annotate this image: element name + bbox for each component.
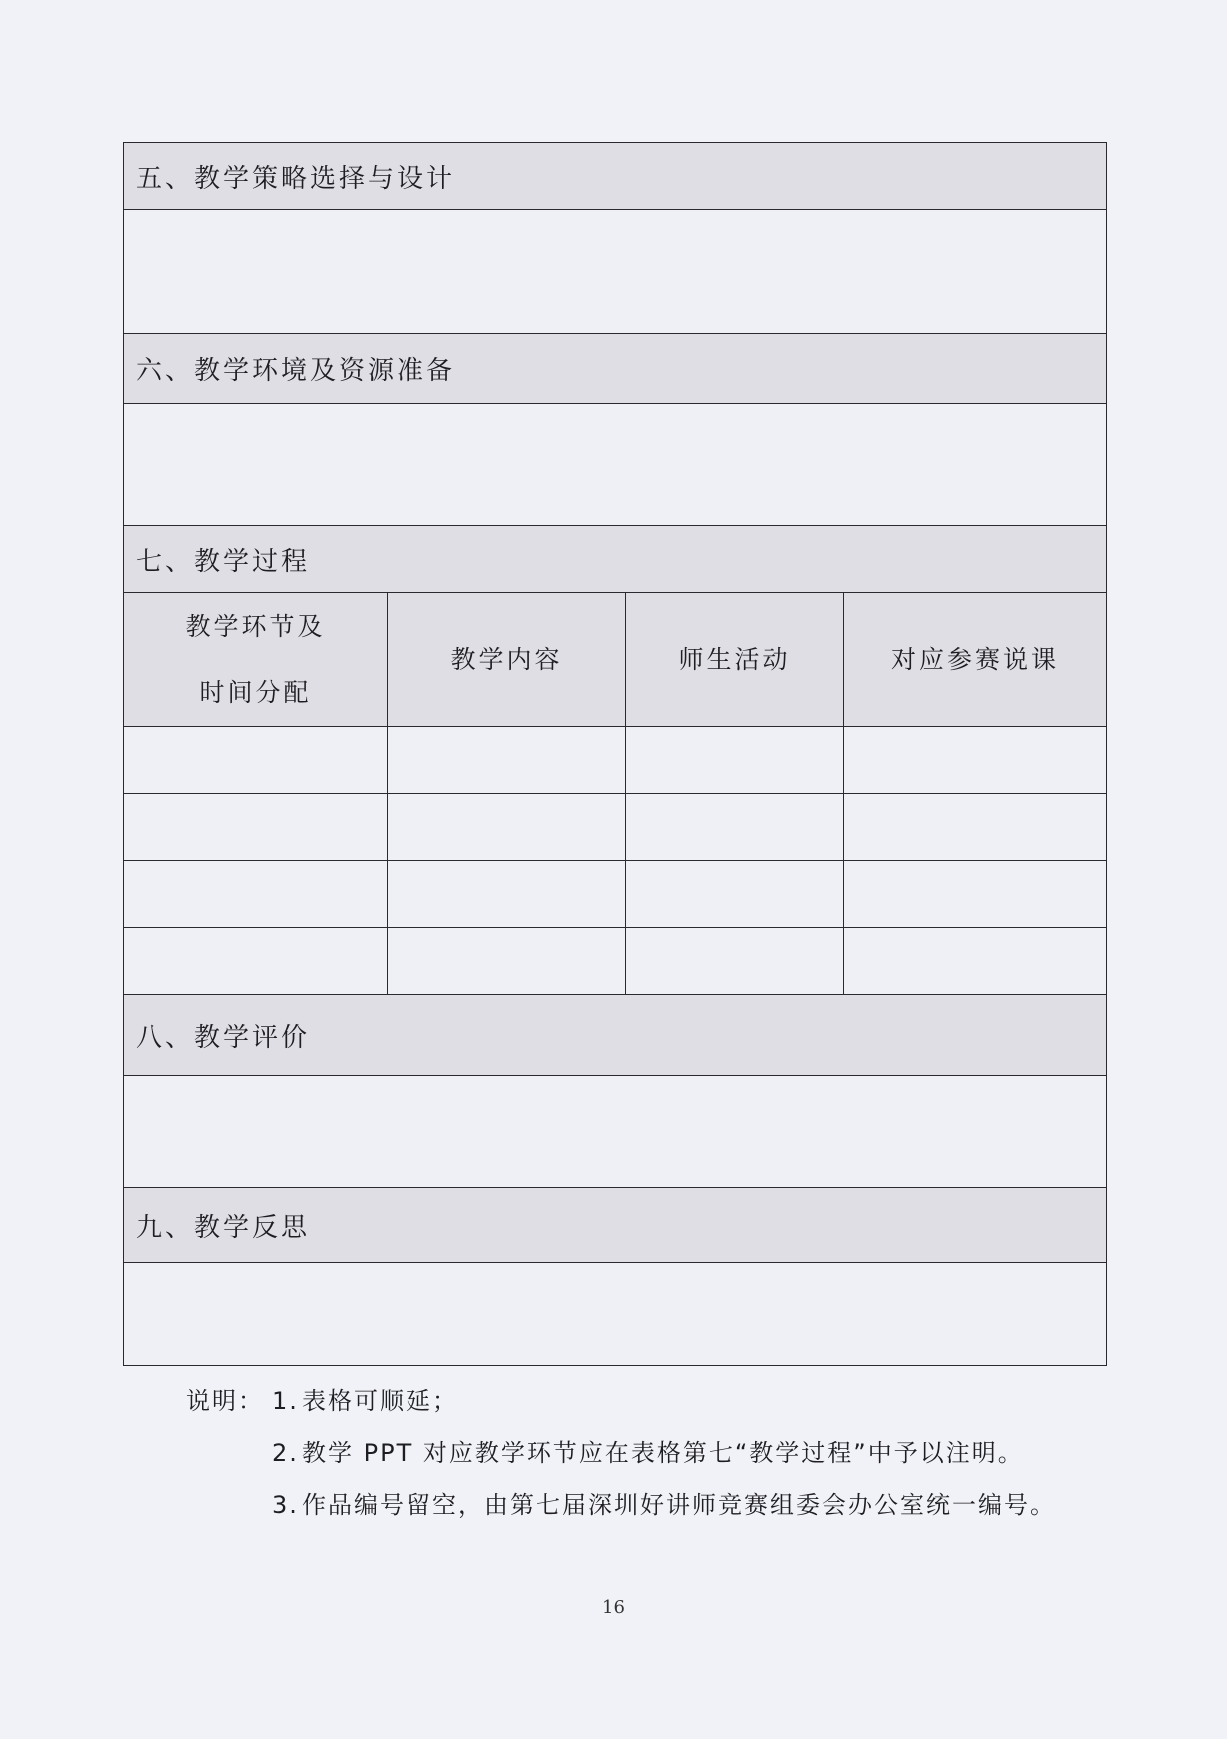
- table-cell[interactable]: [626, 928, 844, 995]
- table-cell[interactable]: [844, 928, 1107, 995]
- evaluation-blank-field[interactable]: [124, 1076, 1107, 1188]
- table-cell[interactable]: [124, 928, 388, 995]
- table-cell[interactable]: [844, 794, 1107, 861]
- table-cell[interactable]: [844, 861, 1107, 928]
- table-cell[interactable]: [124, 727, 388, 794]
- page-number: 16: [602, 1597, 625, 1618]
- table-cell[interactable]: [844, 727, 1107, 794]
- table-cell[interactable]: [124, 861, 388, 928]
- environment-blank-field[interactable]: [124, 404, 1107, 526]
- notes-label: 说明：: [186, 1387, 264, 1415]
- note-item: [186, 1380, 1066, 1422]
- table-cell[interactable]: [388, 727, 626, 794]
- col-header-content: 教学内容: [388, 593, 626, 727]
- note-text: 教学 PPT 对应教学环节应在表格第七“教学过程”中予以注明。: [302, 1439, 1024, 1467]
- table-row: [124, 928, 1107, 995]
- table-cell[interactable]: [626, 861, 844, 928]
- section-header-environment: 六、教学环境及资源准备: [124, 334, 1107, 404]
- note-text: 表格可顺延；: [302, 1387, 458, 1415]
- col-header-stage-line2: 时间分配: [199, 677, 312, 707]
- note-number: 1.: [272, 1387, 299, 1415]
- notes-block: [186, 1380, 1066, 1526]
- col-header-activity: 师生活动: [626, 593, 844, 727]
- section-header-process: 七、教学过程: [124, 526, 1107, 593]
- table-row: [124, 794, 1107, 861]
- note-item: [272, 1432, 1066, 1474]
- table-cell[interactable]: [626, 727, 844, 794]
- table-row: [124, 727, 1107, 794]
- note-text: 作品编号留空，由第七届深圳好讲师竞赛组委会办公室统一编号。: [302, 1491, 1056, 1519]
- note-item: [272, 1484, 1066, 1526]
- table-cell[interactable]: [388, 794, 626, 861]
- col-header-lecture: 对应参赛说课: [844, 593, 1107, 727]
- lesson-plan-form: [123, 142, 1107, 1366]
- section-header-evaluation: 八、教学评价: [124, 995, 1107, 1076]
- section-header-strategy: 五、教学策略选择与设计: [124, 143, 1107, 210]
- section-header-reflection: 九、教学反思: [124, 1188, 1107, 1263]
- table-cell[interactable]: [388, 928, 626, 995]
- col-header-stage-line1: 教学环节及: [185, 611, 326, 641]
- note-number: 2.: [272, 1439, 299, 1467]
- table-cell[interactable]: [626, 794, 844, 861]
- table-cell[interactable]: [388, 861, 626, 928]
- table-cell[interactable]: [124, 794, 388, 861]
- reflection-blank-field[interactable]: [124, 1263, 1107, 1366]
- strategy-blank-field[interactable]: [124, 210, 1107, 334]
- col-header-stage-time: [124, 593, 388, 727]
- note-number: 3.: [272, 1491, 299, 1519]
- table-row: [124, 861, 1107, 928]
